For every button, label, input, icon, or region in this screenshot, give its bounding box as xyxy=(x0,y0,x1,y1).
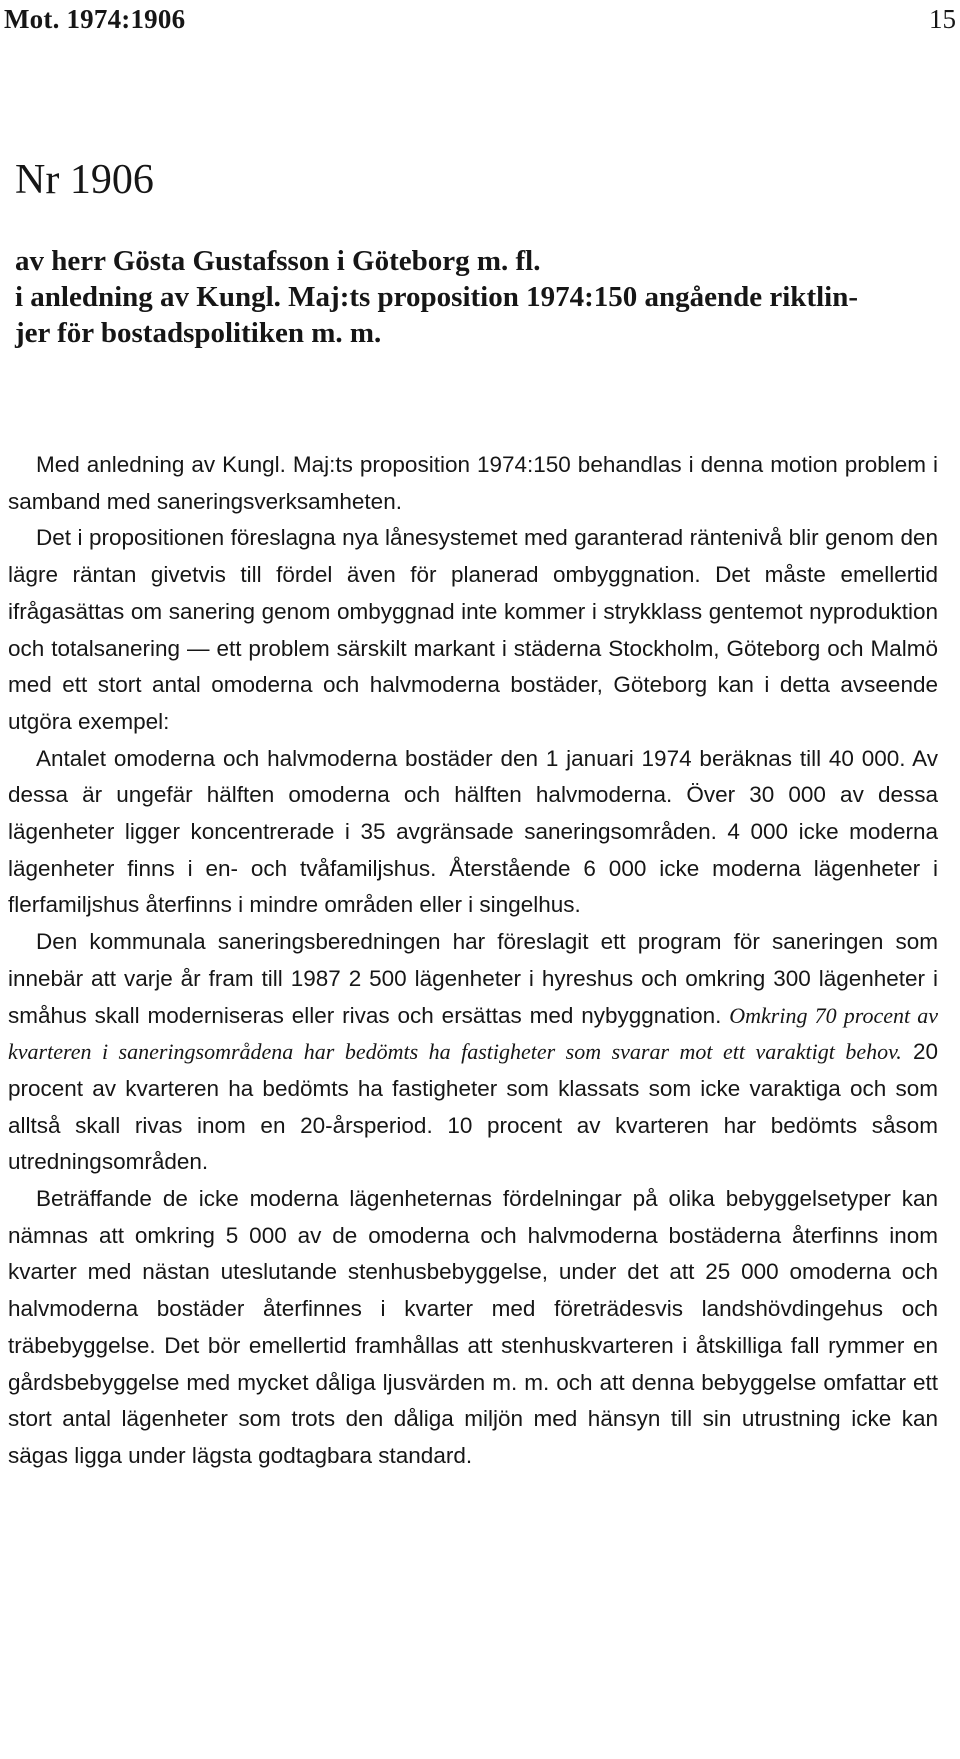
page-number: 15 xyxy=(929,4,956,34)
program-text-continued: 20 procent av kvarteren ha bedömts ha fastigheter som klassats som icke varaktiga och som alltså skall rivas inom en 20-årsperiod. 10 procent av kvarteren har bedömts såsom utredningsområden. xyxy=(8,1039,939,1175)
byline-line: av herr Gösta Gustafsson i Göteborg m. fl. xyxy=(15,245,541,277)
motion-number: Nr 1906 xyxy=(15,157,154,203)
page-header xyxy=(0,4,960,38)
byline-line: jer för bostadspolitiken m. m. xyxy=(15,317,382,349)
motion-byline xyxy=(15,243,935,351)
program-paragraph xyxy=(8,924,938,1181)
program-text: Den kommunala saneringsberedningen har föreslagit ett program för saneringen som innebär att varje år fram till 1987 2 500 lägenheter i hyreshus och omkring 300 lägenheter i småhus skall moderniseras eller rivas och ersättas med nybyggnation. xyxy=(8,929,938,1028)
running-head: Mot. 1974:1906 xyxy=(4,4,186,34)
motion-body xyxy=(8,447,938,1475)
statistics-paragraph: Antalet omoderna och halvmoderna bostäder den 1 januari 1974 beräknas till 40 000. Av dessa är ungefär hälften omoderna och hälften halvmoderna. Över 30 000 av dessa lägenheter ligger koncentrerade i 35 avgränsade saneringsområden. 4 000 icke moderna lägenheter finns i en- och tvåfamiljshus. Återstående 6 000 icke moderna lägenheter i flerfamiljshus återfinns i mindre områden eller i singelhus. xyxy=(8,745,938,918)
intro-paragraph: Med anledning av Kungl. Maj:ts proposition 1974:150 behandlas i denna motion problem i samband med saneringsverksamheten. xyxy=(8,452,938,514)
italic-emphasis: Omkring 70 procent av kvarteren i saneringsområdena har bedömts ha fastigheter som svarar mot ett varaktigt behov. xyxy=(8,1002,939,1065)
body-paragraph: Beträffande de icke moderna lägenheternas fördelningar på olika bebyggelsetyper kan nämnas att omkring 5 000 av de omoderna och halvmoderna bostäderna återfinns inom kvarter med nästan uteslutande stenhusbebyggelse, under det att 25 000 omoderna och halvmoderna bostäder återfinnes i kvarter med företrädesvis landshövdingehus och träbebyggelse. Det bör emellertid framhållas att stenhuskvarteren i åtskilliga fall rymmer en gårdsbebyggelse med mycket dåliga ljusvärden m. m. och att denna bebyggelse omfattar ett stort antal lägenheter som trots den dåliga miljön med hänsyn till sin utrustning icke kan sägas ligga under lägsta godtagbara standard. xyxy=(8,1186,938,1468)
byline-line: i anledning av Kungl. Maj:ts proposition 1974:150 angående riktlin- xyxy=(15,281,858,313)
body-paragraph: Det i propositionen föreslagna nya lånesystemet med garanterad räntenivå blir genom den lägre räntan givetvis till fördel även för planerad ombyggnation. Det måste emellertid ifrågasättas om sanering genom ombyggnad inte kommer i strykklass gentemot nyproduktion och totalsanering — ett problem särskilt markant i städerna Stockholm, Göteborg och Malmö med ett stort antal omoderna och halvmoderna bostäder, Göteborg kan i detta avseende utgöra exempel: xyxy=(8,525,938,734)
